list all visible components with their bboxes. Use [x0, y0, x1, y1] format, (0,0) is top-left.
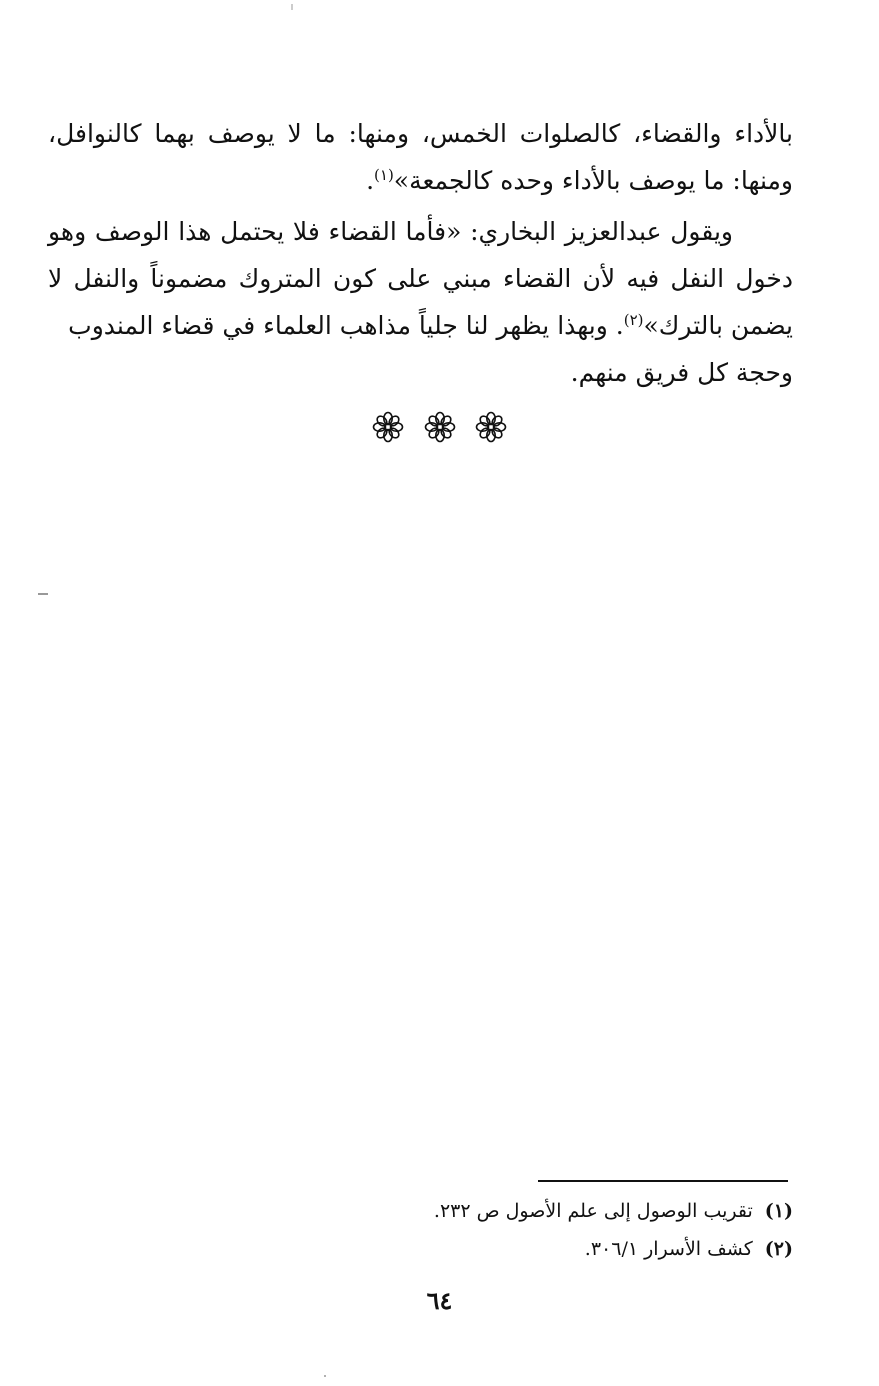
- footnote-number: (٢): [764, 1238, 793, 1260]
- page-number: ٦٤: [426, 1286, 453, 1315]
- text-segment: . وبهذا يظهر لنا جلياً مذاهب العلماء في قضاء المندوب: [68, 311, 624, 340]
- text-line: دخول النفل فيه لأن القضاء مبني على كون المتروك مضموناً والنفل لا: [48, 264, 793, 293]
- footnote-text: كشف الأسرار ٣٠٦/١.: [584, 1238, 753, 1260]
- text-segment: يضمن بالترك»: [643, 311, 793, 340]
- footnote-number: (١): [764, 1200, 793, 1222]
- text-line: وحجة كل فريق منهم.: [570, 358, 793, 387]
- text-line: بالأداء والقضاء، كالصلوات الخمس، ومنها: ما لا يوصف بهما كالنوافل،: [48, 119, 793, 148]
- text-segment: ومنها: ما يوصف بالأداء وحده كالجمعة»: [393, 166, 793, 195]
- text-line: ويقول عبدالعزيز البخاري: «فأما القضاء فلا يحتمل هذا الوصف وهو: [48, 217, 733, 246]
- footnote-text: تقريب الوصول إلى علم الأصول ص ٢٣٢.: [433, 1200, 753, 1222]
- footnote-ref-2: (٢): [623, 311, 644, 329]
- text-segment: .: [366, 166, 375, 195]
- footnote-ref-1: (١): [374, 166, 394, 184]
